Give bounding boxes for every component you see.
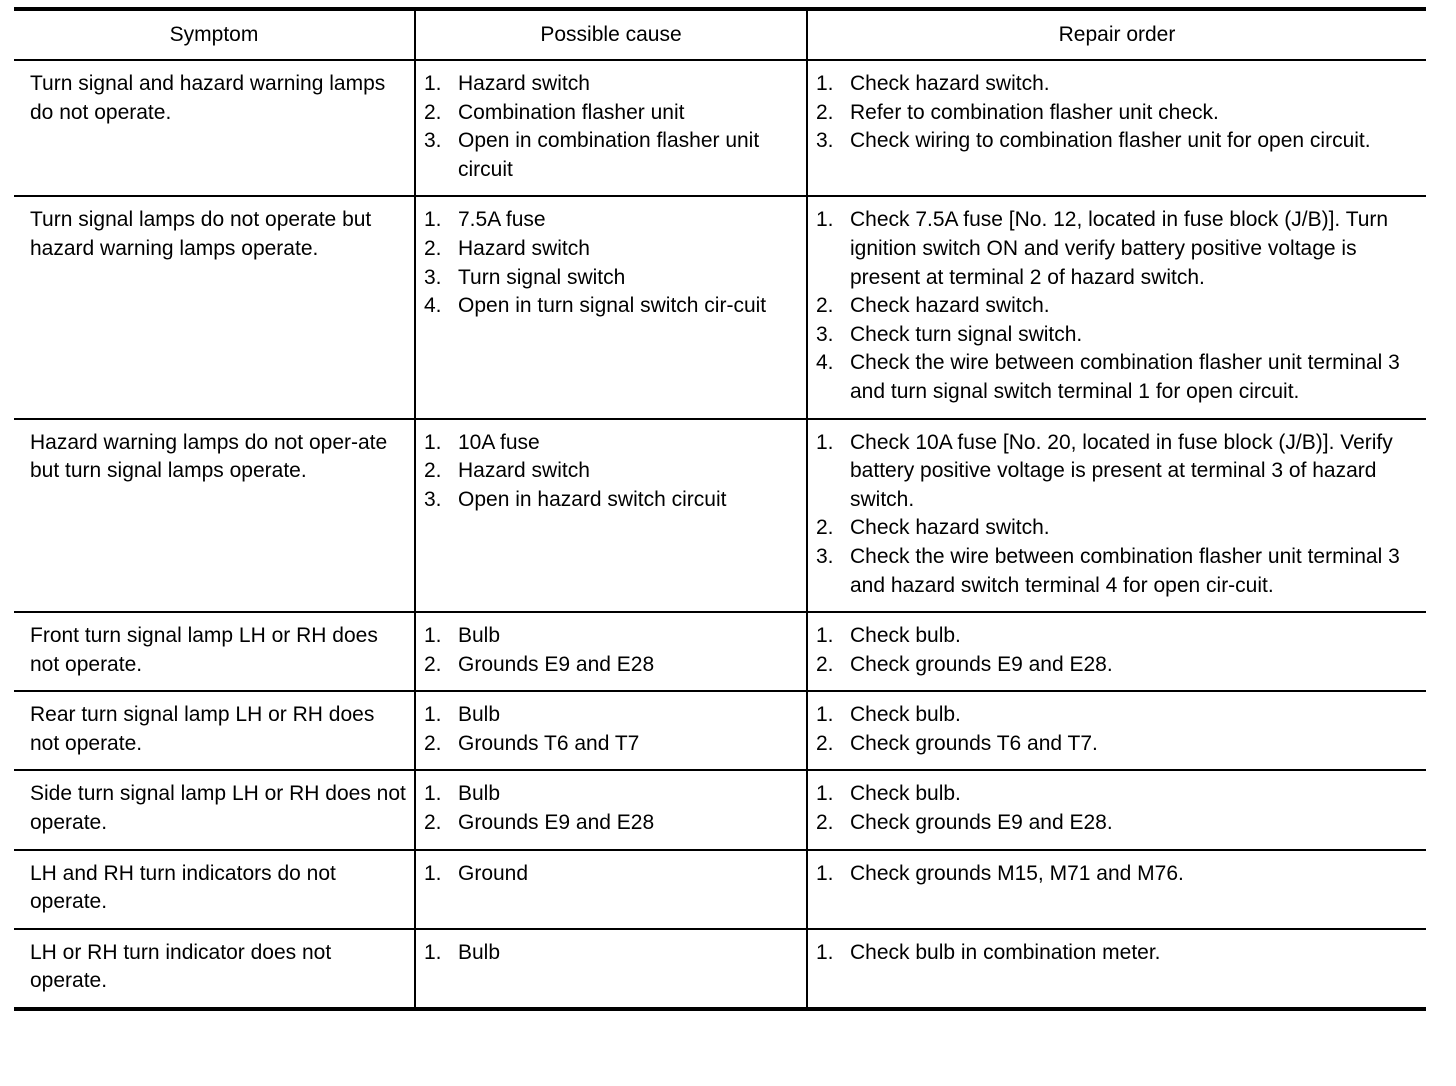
cause-list xyxy=(424,860,802,889)
table-row xyxy=(14,929,1426,1009)
table-header-row xyxy=(14,9,1426,60)
cause-item xyxy=(424,127,802,184)
cause-item xyxy=(424,809,802,838)
cause-cell xyxy=(415,196,807,418)
cause-cell xyxy=(415,770,807,849)
cause-text: Grounds E9 and E28 xyxy=(458,652,655,676)
header-repair-order: Repair order xyxy=(807,9,1426,60)
item-number: 1. xyxy=(816,208,834,232)
repair-item xyxy=(816,292,1422,321)
repair-cell xyxy=(807,196,1426,418)
cause-text: Bulb xyxy=(458,782,501,806)
repair-list xyxy=(816,429,1422,601)
cause-item xyxy=(424,651,802,680)
cause-item xyxy=(424,939,802,968)
cause-text: Hazard switch xyxy=(458,459,590,483)
item-number: 1. xyxy=(424,861,442,885)
cause-text: Combination flasher unit xyxy=(458,100,685,124)
repair-item xyxy=(816,429,1422,515)
cause-cell xyxy=(415,419,807,613)
repair-item xyxy=(816,127,1422,156)
cause-item xyxy=(424,780,802,809)
cause-text: Ground xyxy=(458,861,529,885)
cause-text: Bulb xyxy=(458,703,501,727)
repair-cell xyxy=(807,929,1426,1009)
repair-cell xyxy=(807,770,1426,849)
cause-cell xyxy=(415,691,807,770)
header-possible-cause: Possible cause xyxy=(415,9,807,60)
repair-cell xyxy=(807,419,1426,613)
table-body xyxy=(14,60,1426,1009)
table-row xyxy=(14,196,1426,418)
item-number: 2. xyxy=(424,459,442,483)
item-number: 2. xyxy=(816,652,834,676)
repair-text: Check hazard switch. xyxy=(850,294,1050,318)
item-number: 1. xyxy=(816,940,834,964)
cause-item xyxy=(424,70,802,99)
item-number: 1. xyxy=(816,861,834,885)
cause-text: Bulb xyxy=(458,940,501,964)
repair-cell xyxy=(807,612,1426,691)
cause-list xyxy=(424,206,802,320)
cause-item xyxy=(424,860,802,889)
item-number: 1. xyxy=(424,940,442,964)
cause-text: Turn signal switch xyxy=(458,265,626,289)
item-number: 1. xyxy=(816,624,834,648)
item-number: 1. xyxy=(424,430,442,454)
repair-text: Check bulb. xyxy=(850,703,961,727)
repair-list xyxy=(816,622,1422,679)
cause-list xyxy=(424,780,802,837)
item-number: 2. xyxy=(816,294,834,318)
item-number: 1. xyxy=(424,782,442,806)
cause-item xyxy=(424,701,802,730)
item-number: 2. xyxy=(424,100,442,124)
table-row xyxy=(14,850,1426,929)
item-number: 3. xyxy=(424,265,442,289)
repair-item xyxy=(816,99,1422,128)
repair-item xyxy=(816,349,1422,406)
cause-item xyxy=(424,206,802,235)
item-number: 4. xyxy=(424,294,442,318)
cause-item xyxy=(424,99,802,128)
repair-item xyxy=(816,622,1422,651)
symptom-cell: Hazard warning lamps do not oper-ate but turn signal lamps operate. xyxy=(14,419,415,613)
item-number: 2. xyxy=(816,731,834,755)
header-symptom: Symptom xyxy=(14,9,415,60)
repair-item xyxy=(816,514,1422,543)
symptom-cell: Front turn signal lamp LH or RH does not operate. xyxy=(14,612,415,691)
cause-cell xyxy=(415,612,807,691)
repair-text: Check grounds T6 and T7. xyxy=(850,731,1098,755)
table-row xyxy=(14,612,1426,691)
repair-item xyxy=(816,701,1422,730)
repair-cell xyxy=(807,850,1426,929)
table-row xyxy=(14,60,1426,196)
cause-item xyxy=(424,622,802,651)
cause-item xyxy=(424,235,802,264)
symptom-cell: Side turn signal lamp LH or RH does not operate. xyxy=(14,770,415,849)
repair-cell xyxy=(807,60,1426,196)
symptom-cell: Turn signal and hazard warning lamps do not operate. xyxy=(14,60,415,196)
cause-cell xyxy=(415,60,807,196)
cause-text: Hazard switch xyxy=(458,72,590,95)
item-number: 1. xyxy=(816,782,834,806)
symptom-cell: Turn signal lamps do not operate but hazard warning lamps operate. xyxy=(14,196,415,418)
cause-item xyxy=(424,457,802,486)
repair-item xyxy=(816,860,1422,889)
cause-item xyxy=(424,429,802,458)
repair-text: Check hazard switch. xyxy=(850,72,1050,95)
item-number: 2. xyxy=(424,811,442,835)
repair-text: Check grounds M15, M71 and M76. xyxy=(850,861,1184,885)
repair-text: Check the wire between combination flasher unit terminal 3 and hazard switch terminal 4 for open cir-cuit. xyxy=(850,544,1400,597)
item-number: 2. xyxy=(816,811,834,835)
item-number: 1. xyxy=(424,624,442,648)
repair-text: Check 7.5A fuse [No. 12, located in fuse block (J/B)]. Turn ignition switch ON and verify battery positive voltage is present at terminal 2 of hazard switch. xyxy=(850,208,1389,289)
repair-text: Check bulb in combination meter. xyxy=(850,940,1161,964)
cause-text: Grounds T6 and T7 xyxy=(458,731,640,755)
repair-list xyxy=(816,939,1422,968)
item-number: 2. xyxy=(816,516,834,540)
cause-text: Hazard switch xyxy=(458,236,590,260)
item-number: 1. xyxy=(424,703,442,727)
cause-item xyxy=(424,292,802,321)
repair-text: Refer to combination flasher unit check. xyxy=(850,100,1219,124)
cause-list xyxy=(424,70,802,184)
item-number: 3. xyxy=(816,322,834,346)
repair-text: Check bulb. xyxy=(850,624,961,648)
cause-cell xyxy=(415,850,807,929)
repair-text: Check the wire between combination flasher unit terminal 3 and turn signal switch terminal 1 for open circuit. xyxy=(850,351,1400,403)
repair-item xyxy=(816,809,1422,838)
repair-item xyxy=(816,730,1422,759)
repair-list xyxy=(816,860,1422,889)
table-row xyxy=(14,419,1426,613)
cause-text: Open in turn signal switch cir-cuit xyxy=(458,294,767,318)
item-number: 2. xyxy=(424,731,442,755)
repair-list xyxy=(816,701,1422,758)
item-number: 4. xyxy=(816,351,834,375)
repair-text: Check turn signal switch. xyxy=(850,322,1083,346)
cause-text: Grounds E9 and E28 xyxy=(458,811,655,835)
item-number: 3. xyxy=(816,129,834,153)
cause-cell xyxy=(415,929,807,1009)
repair-text: Check 10A fuse [No. 20, located in fuse block (J/B)]. Verify battery positive voltage is present at terminal 3 of hazard switch. xyxy=(850,430,1393,511)
cause-list xyxy=(424,429,802,515)
repair-list xyxy=(816,780,1422,837)
item-number: 2. xyxy=(816,100,834,124)
cause-list xyxy=(424,701,802,758)
cause-item xyxy=(424,730,802,759)
repair-text: Check bulb. xyxy=(850,782,961,806)
cause-text: 7.5A fuse xyxy=(458,208,546,232)
cause-item xyxy=(424,486,802,515)
repair-item xyxy=(816,321,1422,350)
symptom-cell: Rear turn signal lamp LH or RH does not operate. xyxy=(14,691,415,770)
cause-text: 10A fuse xyxy=(458,430,540,454)
repair-cell xyxy=(807,691,1426,770)
repair-item xyxy=(816,543,1422,600)
item-number: 3. xyxy=(816,544,834,568)
cause-text: Open in combination flasher unit circuit xyxy=(458,129,760,181)
repair-text: Check grounds E9 and E28. xyxy=(850,811,1113,835)
item-number: 1. xyxy=(424,72,442,95)
repair-list xyxy=(816,70,1422,156)
troubleshooting-document xyxy=(14,7,1426,1011)
troubleshooting-table xyxy=(14,7,1426,1011)
repair-list xyxy=(816,206,1422,406)
repair-text: Check grounds E9 and E28. xyxy=(850,652,1113,676)
item-number: 3. xyxy=(424,487,442,511)
table-row xyxy=(14,691,1426,770)
item-number: 3. xyxy=(424,129,442,153)
item-number: 2. xyxy=(424,652,442,676)
item-number: 1. xyxy=(816,703,834,727)
cause-list xyxy=(424,622,802,679)
symptom-cell: LH and RH turn indicators do not operate. xyxy=(14,850,415,929)
repair-item xyxy=(816,651,1422,680)
repair-item xyxy=(816,939,1422,968)
repair-text: Check wiring to combination flasher unit for open circuit. xyxy=(850,129,1371,153)
repair-item xyxy=(816,70,1422,99)
table-row xyxy=(14,770,1426,849)
repair-item xyxy=(816,780,1422,809)
cause-item xyxy=(424,264,802,293)
item-number: 1. xyxy=(816,72,834,95)
cause-list xyxy=(424,939,802,968)
repair-text: Check hazard switch. xyxy=(850,516,1050,540)
repair-item xyxy=(816,206,1422,292)
item-number: 1. xyxy=(424,208,442,232)
item-number: 1. xyxy=(816,430,834,454)
cause-text: Bulb xyxy=(458,624,501,648)
item-number: 2. xyxy=(424,236,442,260)
symptom-cell: LH or RH turn indicator does not operate. xyxy=(14,929,415,1009)
cause-text: Open in hazard switch circuit xyxy=(458,487,727,511)
